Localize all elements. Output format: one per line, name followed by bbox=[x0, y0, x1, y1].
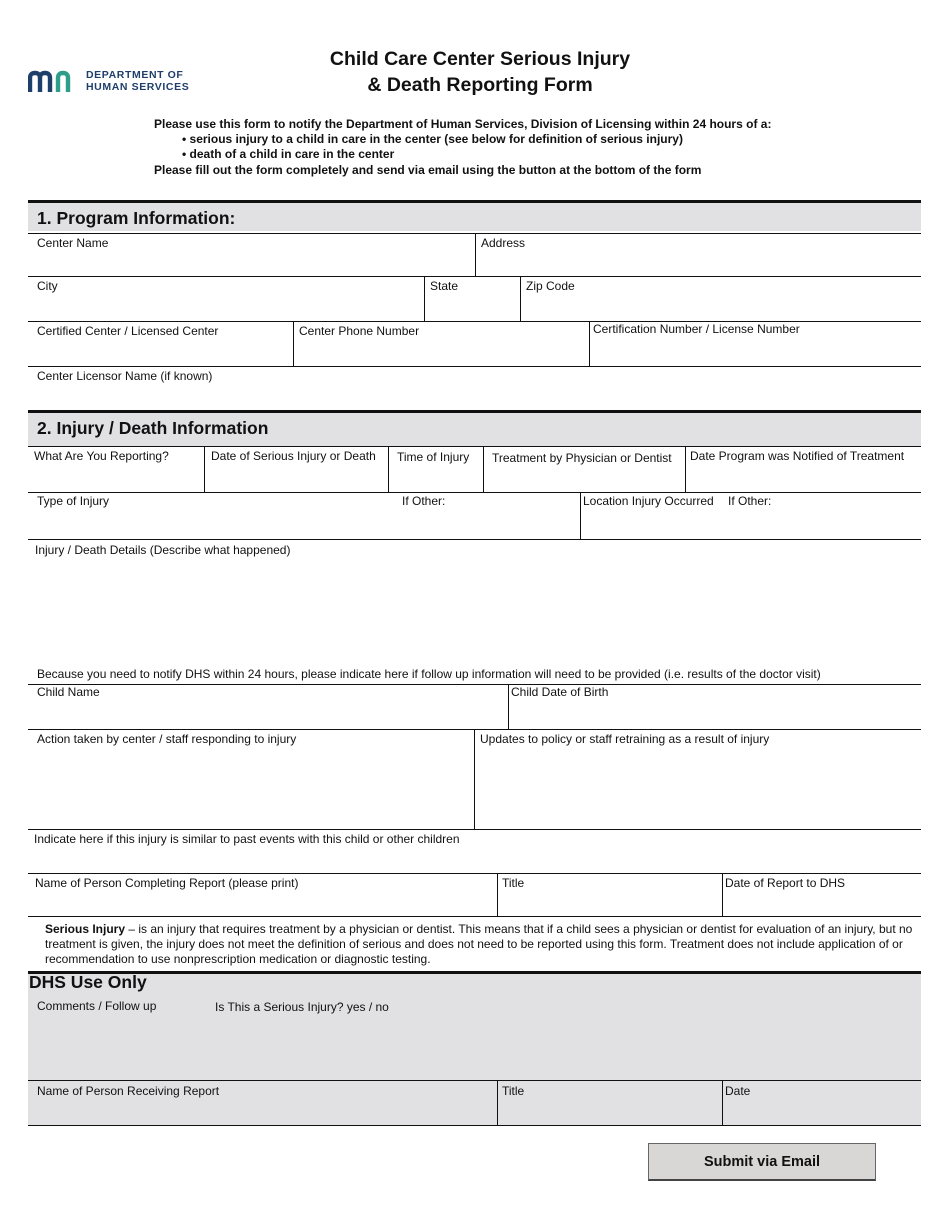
section-1-title: 1. Program Information: bbox=[37, 208, 236, 228]
updates-label: Updates to policy or staff retraining as a result of injury bbox=[480, 732, 770, 746]
followup-label: Because you need to notify DHS within 24 hours, please indicate here if follow up information will need to be provided (i.e. results of the doctor visit) bbox=[37, 667, 821, 681]
submit-via-email-button[interactable]: Submit via Email bbox=[648, 1143, 876, 1181]
logo-line-1: DEPARTMENT OF bbox=[86, 69, 184, 81]
logo-line-2: HUMAN SERVICES bbox=[86, 81, 190, 93]
divider bbox=[475, 234, 476, 277]
address-label: Address bbox=[481, 236, 526, 250]
if-other-label-1: If Other: bbox=[402, 494, 446, 508]
mn-logo-icon bbox=[28, 70, 78, 94]
cert-number-label: Certification Number / License Number bbox=[593, 322, 800, 336]
divider bbox=[28, 1080, 921, 1081]
type-injury-label: Type of Injury bbox=[37, 494, 110, 508]
state-label: State bbox=[430, 279, 459, 293]
date-injury-label: Date of Serious Injury or Death bbox=[211, 449, 376, 463]
divider bbox=[28, 916, 921, 917]
divider bbox=[388, 447, 389, 493]
person-completing-label: Name of Person Completing Report (please print) bbox=[35, 876, 299, 890]
if-other-label-2: If Other: bbox=[728, 494, 772, 508]
form-title-line-2: & Death Reporting Form bbox=[367, 74, 593, 96]
divider bbox=[424, 277, 425, 322]
dhs-use-only-panel bbox=[28, 971, 921, 1126]
divider bbox=[28, 276, 921, 277]
time-injury-label: Time of Injury bbox=[397, 450, 470, 464]
licensor-label: Center Licensor Name (if known) bbox=[37, 369, 213, 383]
divider bbox=[589, 322, 590, 367]
child-dob-label: Child Date of Birth bbox=[511, 685, 609, 699]
action-taken-label: Action taken by center / staff responding to injury bbox=[37, 732, 297, 746]
divider bbox=[28, 446, 921, 447]
intro-line-4: Please fill out the form completely and send via email using the button at the bottom of the form bbox=[154, 163, 702, 177]
location-label: Location Injury Occurred bbox=[583, 494, 714, 508]
date-report-label: Date of Report to DHS bbox=[725, 876, 846, 890]
definition-text: – is an injury that requires treatment by a physician or dentist. This means that if a child sees a physician or dentist for evaluation of an injury, but no treatment is given, the injury does not meet the definition of serious and does not need to be reported using this form. Treatment does not include application of or recommendation to use nonprescription medication or diagnostic testing. bbox=[45, 922, 913, 966]
divider bbox=[497, 1081, 498, 1126]
certified-label: Certified Center / Licensed Center bbox=[37, 324, 219, 338]
divider bbox=[474, 730, 475, 830]
treatment-label: Treatment by Physician or Dentist bbox=[492, 451, 672, 465]
divider bbox=[28, 829, 921, 830]
divider bbox=[28, 539, 921, 540]
center-name-label: Center Name bbox=[37, 236, 109, 250]
dhs-date-label: Date bbox=[725, 1084, 751, 1098]
similar-label: Indicate here if this injury is similar to past events with this child or other children bbox=[34, 832, 460, 846]
divider bbox=[293, 322, 294, 367]
divider bbox=[28, 366, 921, 367]
divider bbox=[497, 874, 498, 917]
form-title-line-1: Child Care Center Serious Injury bbox=[329, 48, 631, 70]
section-1-header bbox=[28, 200, 921, 231]
divider bbox=[483, 447, 484, 493]
intro-bullet-2: • death of a child in care in the center bbox=[182, 147, 395, 161]
person-receiving-label: Name of Person Receiving Report bbox=[37, 1084, 220, 1098]
dhs-use-only-title: DHS Use Only bbox=[29, 972, 147, 992]
reporting-label: What Are You Reporting? bbox=[34, 449, 169, 463]
child-name-label: Child Name bbox=[37, 685, 100, 699]
divider bbox=[28, 1125, 921, 1126]
logo-text bbox=[86, 69, 189, 93]
definition-term: Serious Injury bbox=[45, 922, 126, 936]
section-2-header bbox=[28, 410, 921, 447]
section-2-title: 2. Injury / Death Information bbox=[37, 418, 269, 438]
divider bbox=[722, 874, 723, 917]
dhs-title-label: Title bbox=[502, 1084, 525, 1098]
divider bbox=[28, 971, 921, 974]
divider bbox=[685, 447, 686, 493]
serious-question-label: Is This a Serious Injury? yes / no bbox=[215, 1000, 389, 1014]
phone-label: Center Phone Number bbox=[299, 324, 420, 338]
divider bbox=[28, 492, 921, 493]
divider bbox=[580, 493, 581, 540]
title-label: Title bbox=[502, 876, 525, 890]
divider bbox=[28, 873, 921, 874]
divider bbox=[204, 447, 205, 493]
divider bbox=[520, 277, 521, 322]
serious-injury-definition bbox=[45, 922, 915, 967]
comments-label: Comments / Follow up bbox=[37, 999, 157, 1013]
divider bbox=[722, 1081, 723, 1126]
dhs-logo bbox=[28, 68, 218, 98]
divider bbox=[28, 684, 921, 685]
date-notified-label: Date Program was Notified of Treatment bbox=[690, 449, 905, 463]
details-label: Injury / Death Details (Describe what happened) bbox=[35, 543, 291, 557]
intro-bullet-1: • serious injury to a child in care in the center (see below for definition of serious injury) bbox=[182, 132, 683, 146]
divider bbox=[508, 685, 509, 730]
zip-label: Zip Code bbox=[526, 279, 575, 293]
form-title bbox=[230, 46, 730, 98]
intro-line-1: Please use this form to notify the Department of Human Services, Division of Licensing within 24 hours of a: bbox=[154, 117, 772, 131]
city-label: City bbox=[37, 279, 58, 293]
